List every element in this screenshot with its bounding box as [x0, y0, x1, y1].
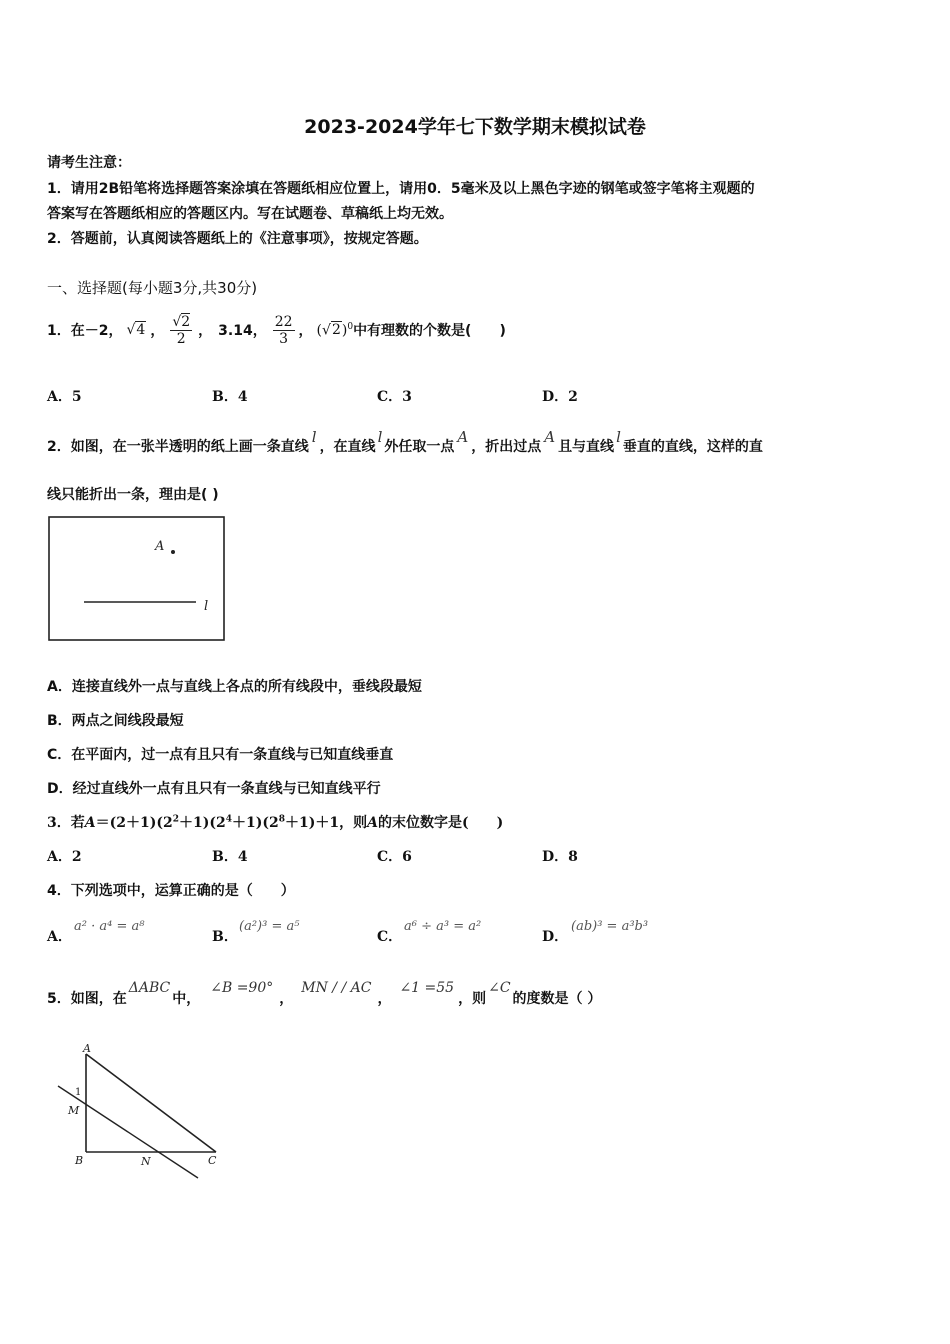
q1-fraction-2: $\frac{22}{3}$ — [274, 313, 293, 347]
q4-option-d-label: D． — [542, 929, 569, 945]
q2-option-c: C．在平面内，过一点有且只有一条直线与已知直线垂直 — [47, 747, 394, 763]
q1-sqrt-4: √4 — [126, 322, 146, 338]
q1-suffix: 中有理数的个数是( ) — [353, 323, 506, 339]
q3-option-a: A．2 — [47, 849, 82, 865]
q4-option-c-expr: a⁶ ÷ a³ = a² — [404, 919, 482, 934]
q5-label-c: C — [208, 1154, 217, 1167]
q3-option-d: D．8 — [542, 849, 578, 865]
q1-sqrt-2-power: $(√2)^0$ — [316, 321, 354, 339]
q1-option-b: B．4 — [212, 389, 248, 405]
q2-point-a-label: A — [155, 539, 165, 554]
q2-figure — [46, 514, 228, 644]
q2-line-l-label: l — [204, 599, 209, 614]
q1-option-d: D．2 — [542, 389, 578, 405]
q2-point-a — [171, 550, 175, 554]
question-4: 4．下列选项中，运算正确的是（ ） — [47, 883, 295, 899]
q4-option-b-expr: (a²)³ = a⁵ — [239, 919, 300, 934]
q2-option-d: D．经过直线外一点有且只有一条直线与已知直线平行 — [47, 781, 381, 797]
question-2-line-1: 2．如图，在一张半透明的纸上画一条直线 l ，在直线 l 外任取一点 A ，折出过点 A 且与直线 l 垂直的直线，这样的直 — [47, 428, 763, 455]
page-title: 2023-2024学年七下数学期末模拟试卷 — [304, 116, 646, 138]
question-5: 5．如图，在 ΔABC 中， ∠B =90° ， MN / / AC ， ∠1 =55 ，则 ∠C 的度数是（ ） — [47, 980, 602, 1007]
q2-figure-frame — [49, 517, 224, 640]
q5-label-a: A — [83, 1042, 91, 1055]
q4-option-d-expr: (ab)³ = a³b³ — [571, 919, 649, 934]
notice-heading: 请考生注意： — [47, 155, 131, 171]
q5-label-m: M — [68, 1104, 80, 1117]
q2-option-a: A．连接直线外一点与直线上各点的所有线段中，垂线段最短 — [47, 679, 422, 695]
q5-label-n: N — [141, 1155, 151, 1168]
notice-line-1: 1．请用2B铅笔将选择题答案涂填在答题纸相应位置上，请用0．5毫米及以上黑色字迹的钢笔或签字笔将主观题的 — [47, 181, 755, 197]
notice-line-3: 2．答题前，认真阅读答题纸上的《注意事项》，按规定答题。 — [47, 231, 428, 247]
q1-prefix: 1．在－2， — [47, 323, 123, 339]
question-1: 1．在－2， √4 ， $\frac{√2}{2}$ ， 3.14， $\frac{22}{3}$ ， $(√2)^0$ 中有理数的个数是( ) — [47, 313, 506, 347]
q1-option-a: A．5 — [47, 389, 82, 405]
q4-option-b-label: B． — [212, 929, 238, 945]
q1-value-314: 3.14， — [218, 323, 267, 339]
q5-label-1: 1 — [75, 1087, 82, 1098]
question-2-line-2: 线只能折出一条，理由是( ) — [47, 487, 219, 503]
q5-label-b: B — [75, 1154, 84, 1167]
section-heading: 一、选择题(每小题3分,共30分) — [47, 279, 258, 297]
q5-figure — [56, 1040, 226, 1185]
q4-option-a-expr: a² · a⁴ = a⁸ — [74, 919, 145, 934]
q1-fraction-1: $\frac{√2}{2}$ — [172, 313, 191, 347]
q2-option-b: B．两点之间线段最短 — [47, 713, 184, 729]
q4-option-a-label: A． — [47, 929, 72, 945]
q5-side-ac — [86, 1054, 216, 1152]
q3-option-b: B．4 — [212, 849, 248, 865]
q3-option-c: C．6 — [377, 849, 412, 865]
q4-option-c-label: C． — [377, 929, 403, 945]
notice-line-2: 答案写在答题纸相应的答题区内。写在试题卷、草稿纸上均无效。 — [47, 206, 453, 222]
question-3: 3．若$A=(2+1)(2^2+1)(2^4+1)(2^8+1)+1$，则A的末位数字是( ) — [47, 814, 504, 831]
q1-option-c: C．3 — [377, 389, 412, 405]
